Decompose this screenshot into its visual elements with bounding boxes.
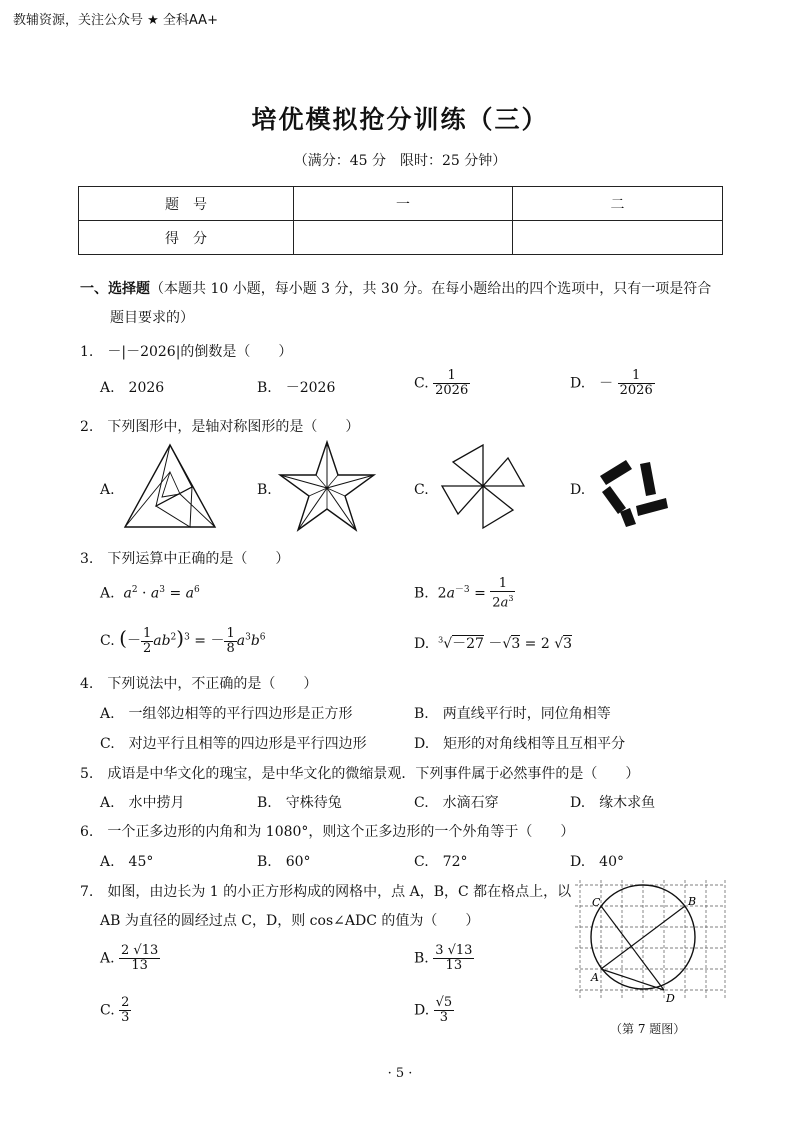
score-cell-part2: 二 [513,187,723,221]
q1-stem: 1. －|－2026|的倒数是（ ） [80,344,293,360]
q1-d-fraction [618,369,655,398]
q7-d-den: 3 [439,1010,449,1025]
q7-option-c [100,996,131,1025]
q3-option-c-label: C. [100,633,115,649]
q3-option-a-label: A. [100,585,115,602]
q2-stem: 2. 下列图形中，是轴对称图形的是（ ） [80,419,360,435]
q7-b-num: 3 √13 [435,943,473,958]
page-title: 培优模拟抢分训练（三） [251,105,549,134]
q7-d-fraction [434,996,455,1025]
q1-option-c [414,369,470,398]
q7-stem-line2: AB 为直径的圆经过点 C，D，则 cos∠ADC 的值为（ ） [100,913,480,929]
q7-option-d [414,996,454,1025]
q1-option-c-label: C. [414,375,429,392]
q1-option-a: A. 2026 [100,380,165,396]
q7-option-a-label: A. [100,950,115,967]
q7-a-fraction [119,944,160,973]
q4-option-b: B. 两直线平行时，同位角相等 [414,706,611,722]
q7-c-den: 3 [121,1010,130,1025]
page-number: · 5 · [387,1066,413,1081]
q2-option-c-label: C. [414,482,429,498]
q5-option-b: B. 守株待兔 [257,795,342,811]
q5-option-a: A. 水中捞月 [100,795,185,811]
q6-option-c: C. 72° [414,854,468,870]
score-cell-label: 得 分 [79,221,294,255]
score-cell-label: 题 号 [79,187,294,221]
q7-option-a [100,944,160,973]
q6-option-d: D. 40° [570,854,624,870]
q2-option-d-label: D. [570,482,586,498]
q2-figure-d-bars [596,458,670,528]
q2-option-b-label: B. [257,482,272,498]
q1-option-b: B. －2026 [257,380,336,396]
q7-stem-line1: 7. 如图，由边长为 1 的小正方形构成的网格中，点 A，B，C 都在格点上，以 [80,884,572,900]
q7-b-fraction [433,944,474,973]
q7-option-c-label: C. [100,1002,115,1019]
q7-c-num: 2 [121,995,130,1010]
page-subtitle: （满分：45 分 限时：25 分钟） [293,153,507,169]
q7-label-a: A [591,971,599,984]
q3-option-d-label: D. [414,636,430,652]
q1-c-den: 2026 [435,383,469,398]
score-table-row [79,221,723,255]
q6-option-a: A. 45° [100,854,154,870]
score-cell-input[interactable] [513,221,723,255]
section-heading [80,278,711,298]
q1-d-den: 2026 [619,383,653,398]
q7-c-fraction [119,996,131,1025]
score-table-row [79,187,723,221]
q1-option-d [570,369,655,398]
q3-option-c: C. (－ $\frac{1}{2}$ $ab^2)^3$ = － $\frac{1}{8}$ $a^3b^6$ [100,625,266,656]
watermark-text: 教辅资源，关注公众号 ★ 全科AA+ [13,13,218,28]
q2-option-a-label: A. [100,482,115,498]
q1-c-num: 1 [433,369,470,384]
q2-figure-c-pinwheel [438,440,528,532]
q3-option-a: A. $a^2 \cdot a^3 = a^6$ [100,585,200,602]
q7-option-d-label: D. [414,1002,430,1019]
q2-figure-b-star [276,440,378,534]
q7-label-c: C [592,896,601,909]
q3-option-b-label: B. [414,585,429,602]
q7-figure-caption: （第 7 题图） [610,1022,686,1036]
q7-label-b: B [688,895,697,908]
q7-a-den: 13 [131,958,148,973]
q1-option-d-label: D. － [570,375,614,392]
section-heading-text: （本题共 10 小题，每小题 3 分，共 30 分。在每小题给出的四个选项中，只有一项是符合 [150,281,712,297]
q7-label-d: D [666,992,675,1005]
q4-option-d: D. 矩形的对角线相等且互相平分 [414,736,626,752]
q5-option-d: D. 缘木求鱼 [570,795,656,811]
q7-option-b [414,944,474,973]
q4-option-a: A. 一组邻边相等的平行四边形是正方形 [100,706,353,722]
score-cell-part1: 一 [294,187,513,221]
section-heading-cont: 题目要求的） [110,310,194,326]
q7-figure-grid-circle [575,880,730,1010]
q7-b-den: 13 [445,958,463,973]
q1-d-num: 1 [618,369,655,384]
q6-stem: 6. 一个正多边形的内角和为 1080°，则这个正多边形的一个外角等于（ ） [80,824,575,840]
q5-stem: 5. 成语是中华文化的瑰宝，是中华文化的微缩景观．下列事件属于必然事件的是（ ） [80,766,640,782]
q7-option-b-label: B. [414,950,429,967]
section-heading-label: 一、选择题 [80,281,150,297]
q1-c-fraction [433,369,470,398]
score-cell-input[interactable] [294,221,513,255]
q3-option-d: D. $^3$√－27 －√3 = 2 √3 [414,635,573,652]
q7-chord-ad [601,969,664,990]
q7-d-num: √5 [435,995,453,1010]
q2-figure-a-triangle [120,442,220,532]
score-table [78,186,723,255]
q4-option-c: C. 对边平行且相等的四边形是平行四边形 [100,736,367,752]
q3-stem: 3. 下列运算中正确的是（ ） [80,551,290,567]
q5-option-c: C. 水滴石穿 [414,795,499,811]
q4-stem: 4. 下列说法中，不正确的是（ ） [80,676,318,692]
q6-option-b: B. 60° [257,854,311,870]
q7-a-num: 2 √13 [121,943,159,958]
q3-option-b: B. $2a^{-3}$ = $\frac{1}{2a^3}$ [414,576,514,611]
